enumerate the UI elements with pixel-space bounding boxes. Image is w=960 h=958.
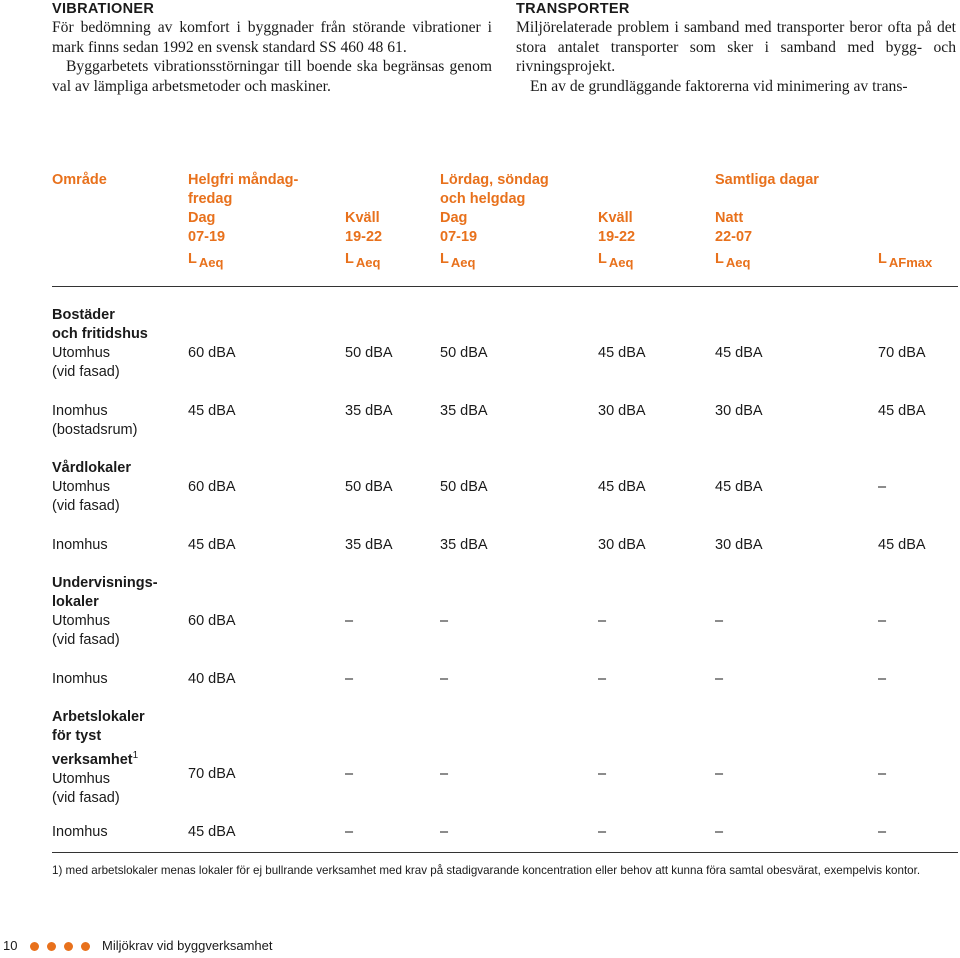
row-sublabel: Inomhus (52, 824, 108, 840)
table-cell: – (598, 824, 607, 840)
table-cell: 30 dBA (598, 403, 646, 419)
table-cell: 45 dBA (715, 479, 763, 495)
transport-section (516, 0, 956, 96)
page-number: 10 (3, 938, 18, 953)
row-category: för tyst (52, 728, 102, 744)
table-cell: 45 dBA (878, 403, 926, 419)
transport-paragraph-2: En av de grundläggande faktorerna vid minimering av trans- (530, 77, 908, 95)
table-cell: 45 dBA (188, 537, 236, 553)
row-sublabel: Utomhus (52, 479, 111, 495)
table-cell: 50 dBA (345, 479, 393, 495)
row-category: Vårdlokaler (52, 460, 131, 476)
table-cell: – (715, 824, 724, 840)
table-cell: 70 dBA (188, 766, 236, 782)
row-label (52, 670, 108, 689)
row-sublabel-detail: (vid fasad) (52, 364, 120, 380)
header-col3-name: Dag (440, 210, 468, 226)
table-cell: – (878, 671, 887, 687)
table-cell: – (440, 613, 449, 629)
row-category: och fritidshus (52, 326, 148, 342)
header-group-weekend-line1: Lördag, söndag (440, 172, 549, 188)
table-cell: 40 dBA (188, 671, 236, 687)
footer-title: Miljökrav vid byggverksamhet (102, 938, 273, 953)
row-label (52, 574, 158, 650)
header-lafmax: L $_{AFmax}$ (878, 251, 933, 270)
header-col2-time: 19-22 (345, 229, 383, 245)
header-area: Område (52, 172, 107, 188)
row-sublabel: Inomhus (52, 403, 108, 419)
header-group-weekday-line1: Helgfri måndag- (188, 172, 299, 188)
row-sublabel-detail: (vid fasad) (52, 789, 120, 806)
table-cell: – (440, 824, 449, 840)
row-category: lokaler (52, 594, 99, 610)
table-cell: 35 dBA (440, 537, 488, 553)
header-col4-time: 19-22 (598, 229, 636, 245)
row-label (52, 306, 148, 382)
row-label (52, 459, 131, 516)
vibrations-section (52, 0, 492, 96)
table-cell: 45 dBA (715, 345, 763, 361)
table-cell: – (715, 671, 724, 687)
table-cell: 30 dBA (598, 537, 646, 553)
row-label (52, 536, 108, 555)
table-cell: – (715, 766, 724, 782)
table-cell: – (878, 824, 887, 840)
bullet-dot-icon (64, 942, 73, 951)
table-cell: – (715, 613, 724, 629)
header-col1-name: Dag (188, 210, 216, 226)
table-cell: – (878, 479, 887, 495)
table-cell: 35 dBA (345, 403, 393, 419)
bullet-dot-icon (81, 942, 90, 951)
table-cell: 60 dBA (188, 479, 236, 495)
table-cell: – (598, 766, 607, 782)
footer-rule (52, 852, 958, 853)
header-laeq-4: L $_{Aeq}$ (598, 251, 634, 270)
table-cell: 35 dBA (440, 403, 488, 419)
header-col5-time: 22-07 (715, 229, 753, 245)
vibrations-heading: VIBRATIONER (52, 1, 155, 17)
header-group-weekday-line2: fredag (188, 191, 233, 207)
table-cell: 45 dBA (878, 537, 926, 553)
row-sublabel: Inomhus (52, 671, 108, 687)
table-cell: 30 dBA (715, 403, 763, 419)
vibrations-paragraph-2: Byggarbetets vibrationsstörningar till boende ska begränsas genom val av lämpliga arbetsmetoder och maskiner. (52, 58, 492, 95)
table-cell: – (345, 766, 354, 782)
table-cell: – (598, 671, 607, 687)
table-cell: 45 dBA (598, 479, 646, 495)
table-cell: 35 dBA (345, 537, 393, 553)
row-sublabel: Utomhus (52, 770, 111, 787)
table-cell: 30 dBA (715, 537, 763, 553)
row-category: Undervisnings- (52, 575, 158, 591)
bullet-dot-icon (30, 942, 39, 951)
table-cell: 45 dBA (188, 403, 236, 419)
table-cell: 60 dBA (188, 345, 236, 361)
header-rule (52, 286, 958, 287)
table-cell: – (878, 613, 887, 629)
header-group-alldays: Samtliga dagar (715, 172, 819, 188)
header-col5-name: Natt (715, 210, 744, 226)
row-sublabel: Utomhus (52, 613, 111, 629)
table-cell: – (345, 671, 354, 687)
header-laeq-1: L $_{Aeq}$ (188, 251, 224, 270)
header-laeq-3: L $_{Aeq}$ (440, 251, 476, 270)
header-col3-time: 07-19 (440, 229, 478, 245)
row-sublabel-detail: (bostadsrum) (52, 422, 138, 438)
header-laeq-5: L $_{Aeq}$ (715, 251, 751, 270)
footnote-marker: 1 (132, 750, 139, 761)
table-cell: – (440, 766, 449, 782)
table-cell: 50 dBA (440, 479, 488, 495)
row-category: Arbetslokaler (52, 709, 145, 725)
transport-heading: TRANSPORTER (516, 1, 630, 17)
row-label (52, 402, 137, 440)
row-sublabel: Inomhus (52, 537, 108, 553)
table-cell: 70 dBA (878, 345, 926, 361)
row-sublabel: Utomhus (52, 345, 111, 361)
table-cell: 50 dBA (345, 345, 393, 361)
table-cell: 60 dBA (188, 613, 236, 629)
transport-paragraph-1: Miljörelaterade problem i samband med transporter beror ofta på det stora antalet transporter som sker i samband med bygg- och rivningsprojekt. (516, 19, 956, 75)
footnote: 1) med arbetslokaler menas lokaler för ej bullrande verksamhet med krav på stadigvarande koncentration eller behov att kunna föra samtal obesvärat, exempelvis kontor. (52, 864, 921, 877)
row-sublabel-detail: (vid fasad) (52, 632, 120, 648)
header-laeq-2: L $_{Aeq}$ (345, 251, 381, 270)
table-cell: – (345, 824, 354, 840)
table-cell: – (598, 613, 607, 629)
header-col4-name: Kväll (598, 210, 633, 226)
table-cell: 45 dBA (188, 824, 236, 840)
row-category: Bostäder (52, 307, 115, 323)
table-cell: – (440, 671, 449, 687)
table-cell: – (878, 766, 887, 782)
table-cell: 50 dBA (440, 345, 488, 361)
table-cell: – (345, 613, 354, 629)
header-col2-name: Kväll (345, 210, 380, 226)
row-label (52, 708, 145, 808)
row-label (52, 823, 108, 842)
header-group-weekend-line2: och helgdag (440, 191, 526, 207)
bullet-dot-icon (47, 942, 56, 951)
page-footer (0, 938, 960, 958)
table-cell: 45 dBA (598, 345, 646, 361)
row-category: verksamhet (52, 751, 133, 768)
vibrations-paragraph-1: För bedömning av komfort i byggnader från störande vibrationer i mark finns sedan 1992 en svensk standard SS 460 48 61. (52, 19, 492, 56)
header-col1-time: 07-19 (188, 229, 226, 245)
row-sublabel-detail: (vid fasad) (52, 498, 120, 514)
